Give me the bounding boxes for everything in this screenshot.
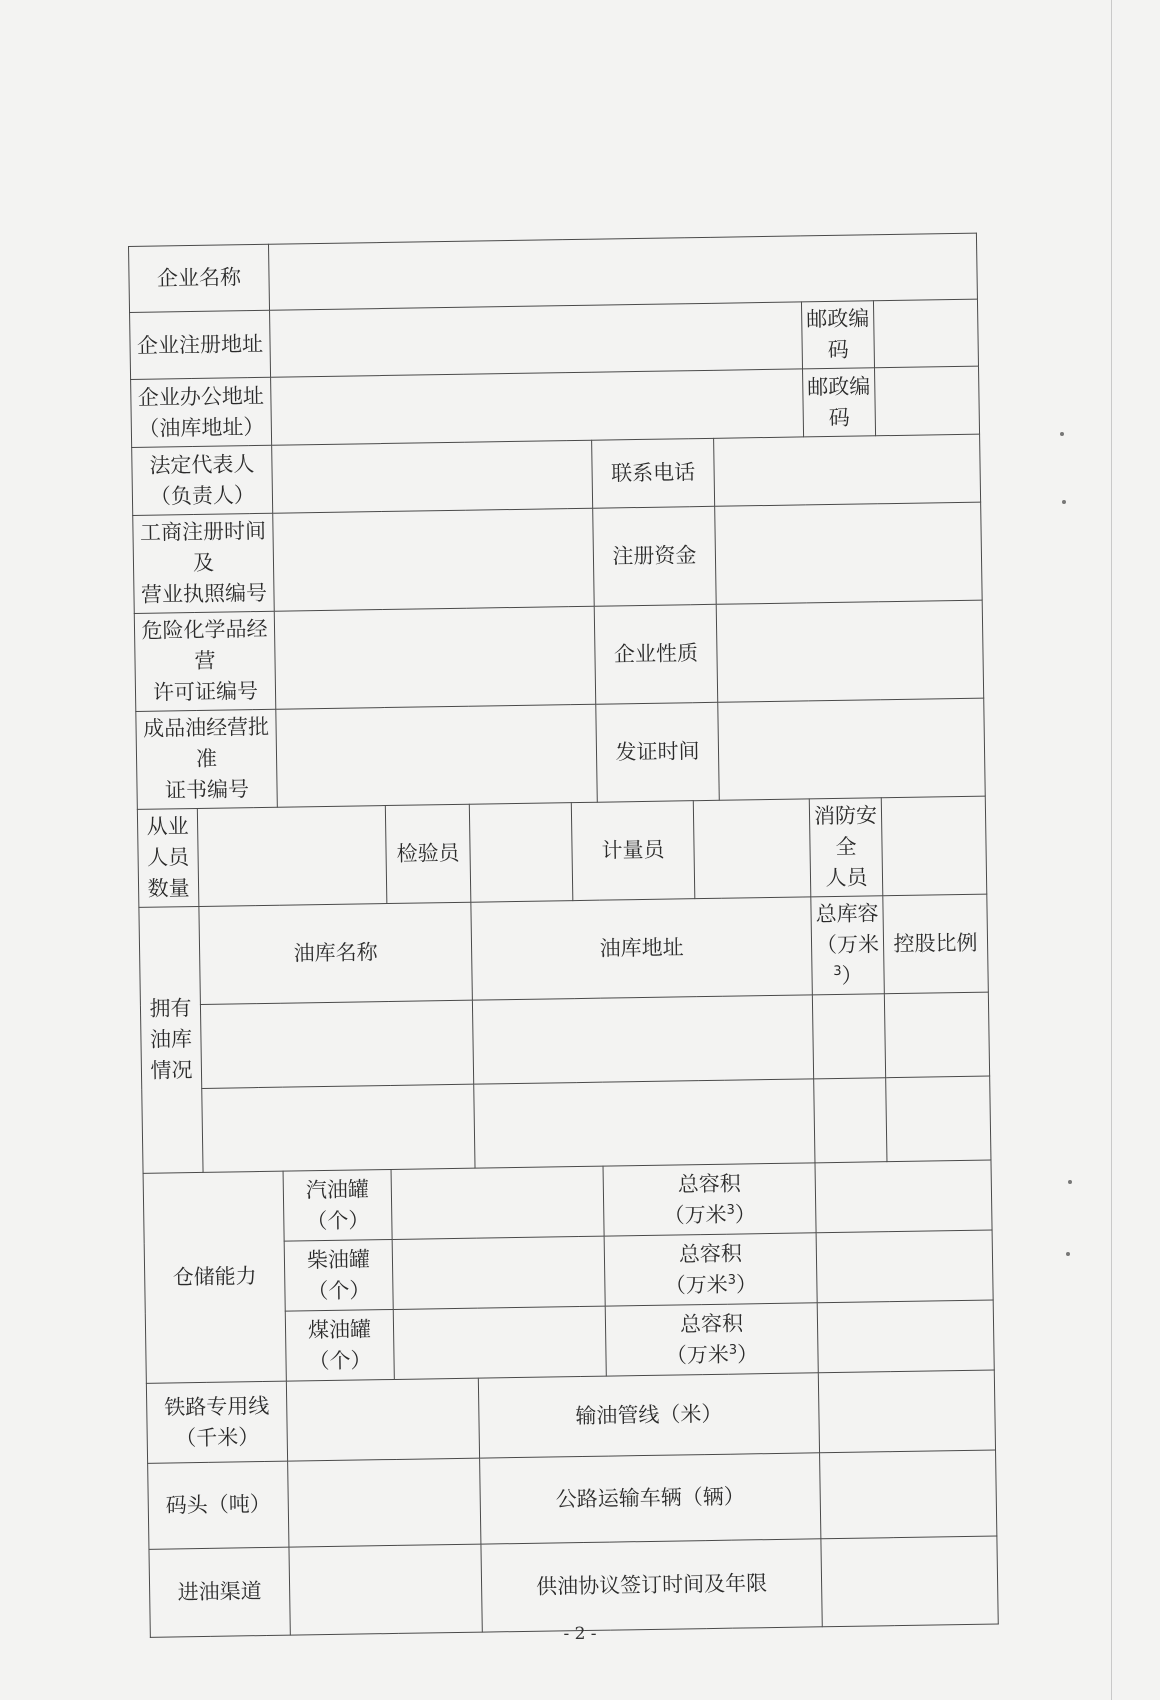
scan-speck bbox=[1068, 1180, 1072, 1184]
wharf-field[interactable] bbox=[288, 1458, 481, 1547]
diesel-tank-label: 柴油罐 （个） bbox=[284, 1239, 393, 1311]
row-supply-channel bbox=[149, 1536, 998, 1637]
oil-approval-label: 成品油经营批准 证书编号 bbox=[136, 709, 278, 809]
scan-speck bbox=[1066, 1252, 1070, 1256]
inspector-field[interactable] bbox=[469, 803, 573, 903]
business-reg-label: 工商注册时间及 营业执照编号 bbox=[133, 513, 275, 613]
kerosene-volume-sup: 3 bbox=[728, 1342, 738, 1358]
registered-address-label: 企业注册地址 bbox=[130, 310, 271, 379]
staff-count-label: 从业 人员 数量 bbox=[137, 808, 199, 907]
measurer-label: 计量员 bbox=[571, 801, 695, 901]
kerosene-volume-close: ） bbox=[736, 1341, 759, 1367]
registered-capital-label: 注册资金 bbox=[593, 506, 717, 606]
issue-date-field[interactable] bbox=[718, 698, 986, 800]
registered-address-field[interactable] bbox=[270, 302, 803, 377]
oil-approval-field[interactable] bbox=[276, 704, 597, 807]
pipeline-label: 输油管线（米） bbox=[478, 1373, 819, 1458]
gasoline-tank-label: 汽油罐 （个） bbox=[283, 1169, 392, 1241]
measurer-field[interactable] bbox=[693, 799, 811, 899]
fire-safety-field[interactable] bbox=[881, 796, 987, 896]
diesel-tank-field[interactable] bbox=[392, 1236, 605, 1309]
depot-name-field-2[interactable] bbox=[202, 1084, 475, 1172]
holding-ratio-field-2[interactable] bbox=[886, 1076, 991, 1162]
postal-code-field-2[interactable] bbox=[875, 366, 980, 436]
company-name-label: 企业名称 bbox=[129, 244, 270, 312]
row-business-reg bbox=[133, 502, 982, 613]
total-capacity-header bbox=[811, 896, 885, 995]
diesel-volume-text: 总容积 （万米 bbox=[664, 1240, 743, 1298]
total-capacity-text: 总库容 （万米 bbox=[815, 901, 880, 958]
railway-field[interactable] bbox=[286, 1378, 479, 1461]
depot-name-field-1[interactable] bbox=[200, 1000, 473, 1088]
total-capacity-sup: 3 bbox=[833, 963, 842, 980]
road-vehicles-field[interactable] bbox=[820, 1450, 997, 1539]
legal-rep-label: 法定代表人 （负责人） bbox=[132, 445, 273, 515]
row-depot-2 bbox=[142, 1076, 991, 1173]
row-staff bbox=[137, 796, 986, 907]
issue-date-label: 发证时间 bbox=[596, 702, 720, 802]
total-capacity-field-1[interactable] bbox=[812, 994, 885, 1079]
depot-address-field-1[interactable] bbox=[472, 995, 813, 1084]
road-vehicles-label: 公路运输车辆（辆） bbox=[480, 1453, 821, 1544]
hazardous-permit-field[interactable] bbox=[274, 606, 595, 709]
inspector-label: 检验员 bbox=[385, 804, 471, 903]
holding-ratio-field-1[interactable] bbox=[884, 992, 989, 1078]
office-address-field[interactable] bbox=[271, 369, 804, 445]
gasoline-volume-sup: 3 bbox=[726, 1202, 735, 1218]
company-name-field[interactable] bbox=[268, 233, 977, 310]
storage-label: 仓储能力 bbox=[143, 1171, 286, 1383]
pipeline-field[interactable] bbox=[818, 1370, 995, 1453]
row-railway bbox=[146, 1370, 995, 1463]
kerosene-tank-field[interactable] bbox=[393, 1306, 606, 1379]
diesel-volume-field[interactable] bbox=[816, 1230, 993, 1303]
office-address-label: 企业办公地址 （油库地址） bbox=[131, 377, 272, 447]
enterprise-info-form bbox=[128, 233, 999, 1638]
railway-label: 铁路专用线 （千米） bbox=[146, 1381, 287, 1463]
diesel-volume-label bbox=[604, 1233, 817, 1306]
enterprise-nature-field[interactable] bbox=[716, 600, 984, 702]
supply-channel-label: 进油渠道 bbox=[149, 1547, 290, 1637]
gasoline-tank-field[interactable] bbox=[391, 1166, 604, 1239]
page-fold-line bbox=[1111, 0, 1112, 1700]
postal-code-label-2: 邮政编码 bbox=[803, 368, 876, 437]
row-depot-1 bbox=[140, 992, 989, 1089]
row-oil-approval bbox=[136, 698, 985, 809]
supply-agreement-label: 供油协议签订时间及年限 bbox=[481, 1539, 822, 1632]
registered-capital-field[interactable] bbox=[715, 502, 983, 604]
fire-safety-label: 消防安全 人员 bbox=[809, 798, 883, 897]
page-number: - 2 - bbox=[563, 1624, 597, 1644]
depot-section-label: 拥有 油库 情况 bbox=[139, 906, 203, 1173]
row-depot-header bbox=[139, 894, 988, 1005]
holding-ratio-header: 控股比例 bbox=[883, 894, 989, 994]
kerosene-volume-label bbox=[605, 1303, 818, 1376]
postal-code-label-1: 邮政编码 bbox=[801, 301, 874, 369]
scan-speck bbox=[1060, 432, 1064, 436]
row-gasoline bbox=[143, 1160, 992, 1243]
gasoline-volume-field[interactable] bbox=[815, 1160, 992, 1233]
phone-label: 联系电话 bbox=[592, 438, 715, 508]
legal-rep-field[interactable] bbox=[272, 440, 593, 513]
business-reg-field[interactable] bbox=[273, 508, 594, 611]
hazardous-permit-label: 危险化学品经营 许可证编号 bbox=[134, 611, 276, 711]
depot-name-header: 油库名称 bbox=[199, 902, 473, 1004]
staff-count-field[interactable] bbox=[197, 806, 387, 907]
gasoline-volume-label bbox=[603, 1163, 816, 1236]
diesel-volume-close: ） bbox=[735, 1271, 758, 1297]
total-capacity-close: ） bbox=[841, 963, 863, 988]
total-capacity-field-2[interactable] bbox=[814, 1078, 887, 1163]
diesel-volume-sup: 3 bbox=[727, 1272, 737, 1288]
row-wharf bbox=[148, 1450, 997, 1549]
depot-address-field-2[interactable] bbox=[474, 1079, 815, 1168]
depot-address-header: 油库地址 bbox=[471, 897, 812, 1000]
kerosene-tank-label: 煤油罐 （个） bbox=[285, 1309, 394, 1381]
gasoline-volume-close: ） bbox=[734, 1201, 757, 1227]
kerosene-volume-text: 总容积 （万米 bbox=[665, 1310, 744, 1368]
postal-code-field-1[interactable] bbox=[873, 299, 978, 368]
wharf-label: 码头（吨） bbox=[148, 1461, 289, 1549]
scan-speck bbox=[1062, 500, 1066, 504]
kerosene-volume-field[interactable] bbox=[817, 1300, 994, 1373]
row-hazardous-permit bbox=[134, 600, 983, 711]
enterprise-nature-label: 企业性质 bbox=[594, 604, 718, 704]
gasoline-volume-text: 总容积 （万米 bbox=[663, 1170, 741, 1228]
phone-field[interactable] bbox=[714, 434, 981, 506]
supply-agreement-field[interactable] bbox=[821, 1536, 998, 1627]
supply-channel-field[interactable] bbox=[289, 1544, 482, 1635]
